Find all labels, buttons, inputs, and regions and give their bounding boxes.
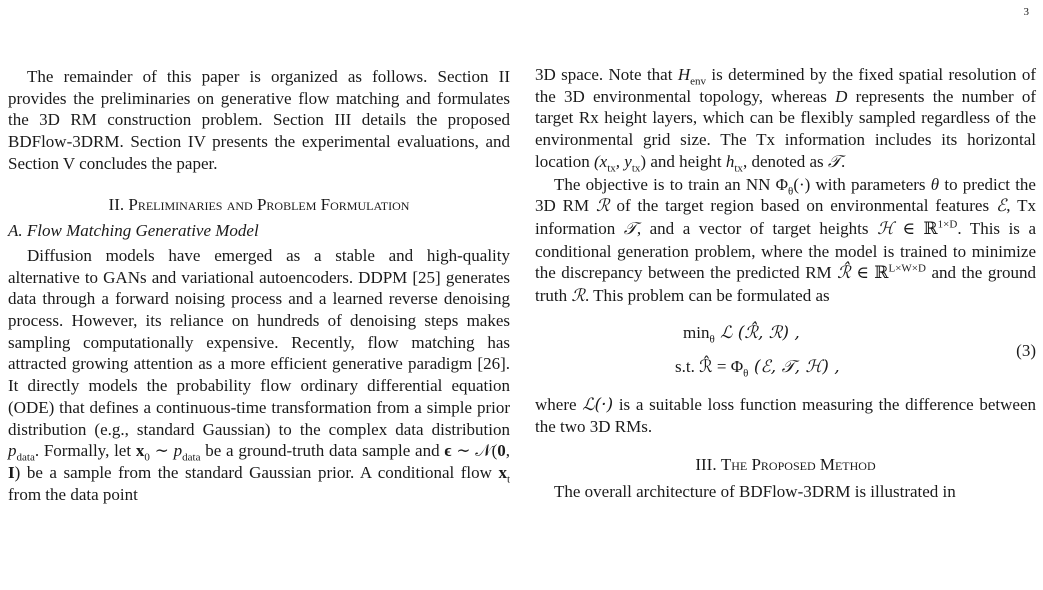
math-superscript: 1×D — [937, 218, 958, 231]
math-symbol: , y — [615, 151, 632, 171]
section-title: Preliminaries and Problem Formulation — [128, 194, 410, 214]
math-subscript: 0 — [144, 451, 150, 464]
environment-paragraph — [535, 64, 1036, 174]
math-subscript: tx — [734, 162, 743, 175]
math-operator: ∈ ℝ — [893, 218, 938, 238]
math-subscript: tx — [631, 162, 641, 175]
text-run: . This problem can be formulated as — [584, 286, 830, 306]
page-number: 3 — [1023, 6, 1029, 18]
text-run: from the data point — [8, 484, 138, 504]
math-symbol: θ — [930, 174, 940, 194]
math-subscript: data — [16, 451, 35, 464]
subsection-heading-flow-matching — [8, 220, 510, 242]
math-operator: ∼ — [149, 441, 174, 461]
text-run: with parameters — [810, 174, 931, 194]
math-subscript: data — [182, 451, 201, 464]
text-run: be a ground-truth data sample and — [200, 441, 445, 461]
text-run: The objective is to train an NN — [554, 174, 776, 194]
section-heading-proposed-method — [535, 454, 1036, 476]
equation-objective-line — [683, 322, 800, 345]
math-symbol: (x — [594, 151, 608, 171]
text-run: and the ground truth — [535, 263, 1036, 306]
math-operator: (·) — [793, 174, 811, 194]
text-run: is determined by the fixed spatial resolution of the 3D environmental topology, whereas — [535, 65, 1036, 106]
math-symbol: ϵ — [444, 441, 452, 461]
equation-number: (3) — [1016, 340, 1036, 360]
flow-matching-paragraph — [8, 245, 510, 505]
right-column — [535, 64, 1036, 503]
math-expression: ℒ (ℛ̂, ℛ) , — [714, 322, 800, 343]
text-run: of the target region based on environmental features — [609, 196, 996, 216]
math-subscript: θ — [788, 184, 794, 197]
math-subscript: t — [506, 473, 510, 486]
text-run: . Formally, let — [34, 441, 136, 461]
text-run: 3D space. Note that — [535, 65, 678, 84]
section-title: The Proposed Method — [720, 455, 876, 475]
text-run: , and a vector of target heights — [636, 218, 878, 238]
math-symbol: ℛ̂ — [837, 263, 851, 284]
objective-paragraph — [535, 174, 1036, 308]
math-expression: (ℰ, 𝒯, ℋ) , — [748, 356, 840, 377]
math-operator: ) — [14, 462, 21, 482]
math-symbol: x — [135, 441, 145, 461]
text-run: , denoted as — [742, 151, 828, 171]
intro-paragraph: The remainder of this paper is organized as follows. Section II provides the preliminaries on generative flow matching and formulates the 3D RM construction problem. Section III details the proposed BDFlow-3DRM. Section IV presents the experimental evaluations, and Section V concludes the paper. — [8, 67, 510, 173]
math-superscript: L×W×D — [888, 262, 926, 275]
math-operator: min — [683, 322, 710, 342]
text-run: is a suitable loss function measuring the difference between the two 3D RMs. — [535, 394, 1036, 437]
section-numeral: III. — [695, 455, 717, 475]
text-run: Diffusion models have emerged as a stable and high-quality alternative to GANs and variational autoencoders. DDPM [25] generates data through a forward noising process and a learned reverse denoising process. However, its reliance on hundreds of denoising steps makes sampling computationally expensive. Recently, flow matching has attracted growing attention as a more efficient generative paradigm [26]. It directly models the probability flow ordinary differential equation (ODE) that defines a continuous-time transformation from a simple prior distribution (e.g., standard Gaussian) to the complex data distribution — [8, 245, 510, 439]
left-column — [8, 66, 510, 505]
text-run: to predict the 3D RM — [535, 174, 1036, 216]
text-run: and height — [646, 151, 726, 171]
text-run: . — [840, 151, 846, 171]
text-run: . This is a conditional generation problem, where the model is trained to minimize the discrepancy between the predicted RM — [535, 218, 1036, 283]
math-symbol: ℒ(·) — [582, 394, 614, 415]
architecture-paragraph: The overall architecture of BDFlow-3DRM is illustrated in — [554, 481, 956, 501]
text-run: be a sample from the standard Gaussian prior. A conditional flow — [20, 462, 499, 482]
math-symbol: I — [8, 462, 15, 482]
section-numeral: II. — [108, 194, 125, 214]
equation-constraint-line — [675, 356, 840, 379]
math-symbol: 0 — [497, 441, 506, 461]
math-symbol: Φ — [775, 174, 789, 194]
math-operator: ) — [640, 151, 647, 171]
math-subscript: tx — [607, 162, 616, 175]
math-subscript: env — [690, 75, 706, 88]
math-subscript: θ — [709, 333, 715, 346]
loss-paragraph — [535, 394, 1036, 438]
math-operator: ∼ 𝒩( — [451, 441, 498, 461]
math-symbol: p — [8, 441, 17, 461]
math-symbol: ℛ — [571, 286, 585, 307]
math-symbol: ℛ — [596, 196, 610, 217]
subsection-label: A. — [8, 221, 23, 241]
math-operator: , — [505, 441, 510, 461]
math-operator: ∈ ℝ — [850, 263, 889, 283]
math-symbol: ℰ — [995, 196, 1007, 217]
math-expression: s.t. ℛ̂ = Φ — [675, 356, 744, 376]
math-symbol: H — [677, 65, 691, 84]
section-heading-preliminaries — [8, 194, 510, 216]
math-symbol: p — [173, 441, 183, 461]
math-subscript: θ — [743, 367, 749, 380]
subsection-title: Flow Matching Generative Model — [26, 221, 259, 241]
math-symbol: x — [498, 462, 507, 482]
text-run: where — [535, 394, 583, 414]
equation-3 — [535, 316, 1036, 390]
text-run: represents the number of target Rx height layers, which can be flexibly sampled regardless of the environmental grid size. The Tx information includes its horizontal location — [535, 86, 1036, 171]
math-symbol: D — [835, 86, 848, 106]
math-symbol: h — [725, 151, 735, 171]
math-symbol: ℋ — [877, 218, 894, 239]
math-symbol: 𝒯 — [623, 218, 637, 239]
math-symbol: 𝒯 — [827, 151, 841, 172]
text-run: , Tx information — [535, 196, 1036, 238]
